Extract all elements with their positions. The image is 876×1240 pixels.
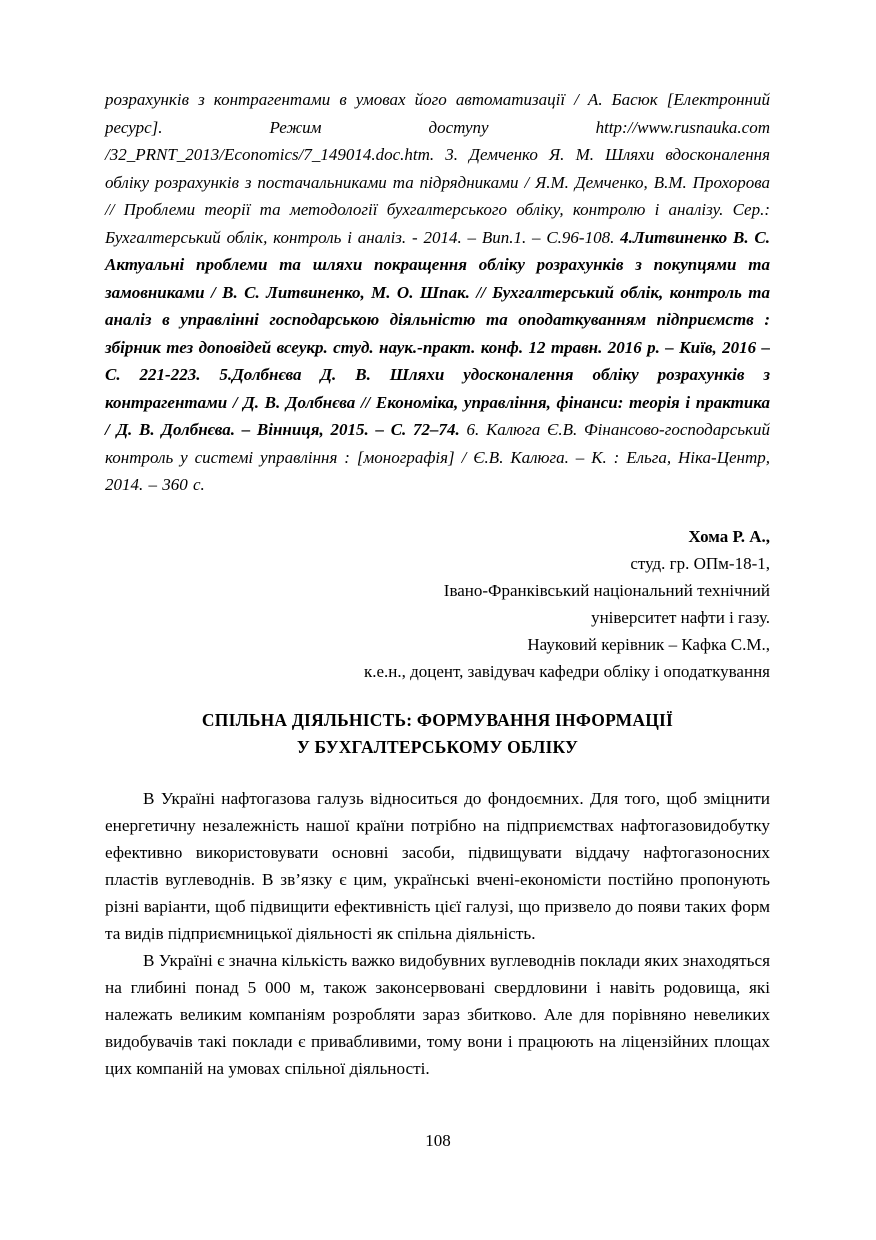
paper-title-line2: У БУХГАЛТЕРСЬКОМУ ОБЛІКУ xyxy=(296,736,579,757)
author-university-line1: Івано-Франківський національний технічний xyxy=(443,580,770,600)
author-supervisor-line: Науковий керівник – Кафка С.М., xyxy=(527,634,770,654)
author-supervisor-title-line: к.е.н., доцент, завідувач кафедри обліку і оподаткування xyxy=(363,661,770,681)
paper-body xyxy=(105,785,770,1082)
body-paragraph-1: В Україні нафтогазова галузь відноситься до фондоємних. Для того, щоб зміцнити енергетичну незалежність нашої країни потрібно на підприємствах нафтогазовидобутку ефективно використовувати основні засоби, підвищувати віддачу нафтогазоносних пластів вуглеводнів. В зв’язку є цим, українські вчені-економісти постійно пропонують різні варіанти, щоб підвищити ефективність цієї галузі, що призвело до появи таких форм та видів підприємницької діяльності як спільна діяльність. xyxy=(105,788,770,943)
references-paragraph: розрахунків з контрагентами в умовах його автоматизації / А. Басюк [Електронний ресурс]. Режим доступу http://www.rusnauka.com /32_PRNT_2013/Economics/7_149014.doc.htm. 3. Демченко Я. М. Шляхи вдосконалення обліку розрахунків з постачальниками та підрядниками / Я.М. Демченко, В.М. Прохорова // Проблеми теорії та методології бухгалтерського обліку, контролю і аналізу. Сер.: Бухгалтерський облік, контроль і аналіз. - 2014. – Вип.1. – С.96-108. 4.Литвиненко В. С. Актуальні проблеми та шляхи покращення обліку розрахунків з покупцями та замовниками / В. С. Литвиненко, М. О. Шпак. // Бухгалтерський облік, контроль та аналіз в управлінні господарською діяльністю та оподаткуванням підприємств : збірник тез доповідей всеукр. студ. наук.-практ. конф. 12 травн. 2016 р. – Київ, 2016 – С. 221-223. 5.Долбнєва Д. В. Шляхи удосконалення обліку розрахунків з контрагентами / Д. В. Долбнєва // Економіка, управління, фінанси: теорія і практика / Д. В. Долбнєва. – Вінниця, 2015. – С. 72–74. 6. Калюга Є.В. Фінансово-господарський контроль у системі управління : [монографія] / Є.В. Калюга. – К. : Ельга, Ніка-Центр, 2014. – 360 с. xyxy=(105,90,770,494)
author-group-line: студ. гр. ОПм-18-1, xyxy=(630,553,770,573)
author-block xyxy=(105,523,770,685)
paper-title xyxy=(105,707,770,761)
paper-title-line1: СПІЛЬНА ДІЯЛЬНІСТЬ: ФОРМУВАННЯ ІНФОРМАЦІЇ xyxy=(201,709,674,730)
page-number: 108 xyxy=(0,1130,876,1152)
body-paragraph-2: В Україні є значна кількість важко видобувних вуглеводнів поклади яких знаходяться на глибині понад 5 000 м, також законсервовані свердловини і навіть родовища, які належать великим компаніям розробляти зараз збитково. Але для порівняно невеликих видобувачів такі поклади є привабливими, тому вони і працюють на ліцензійних площах цих компаній на умовах спільної діяльності. xyxy=(105,950,770,1078)
author-university-line2: університет нафти і газу. xyxy=(591,607,770,627)
author-name: Хома Р. А., xyxy=(688,526,770,546)
